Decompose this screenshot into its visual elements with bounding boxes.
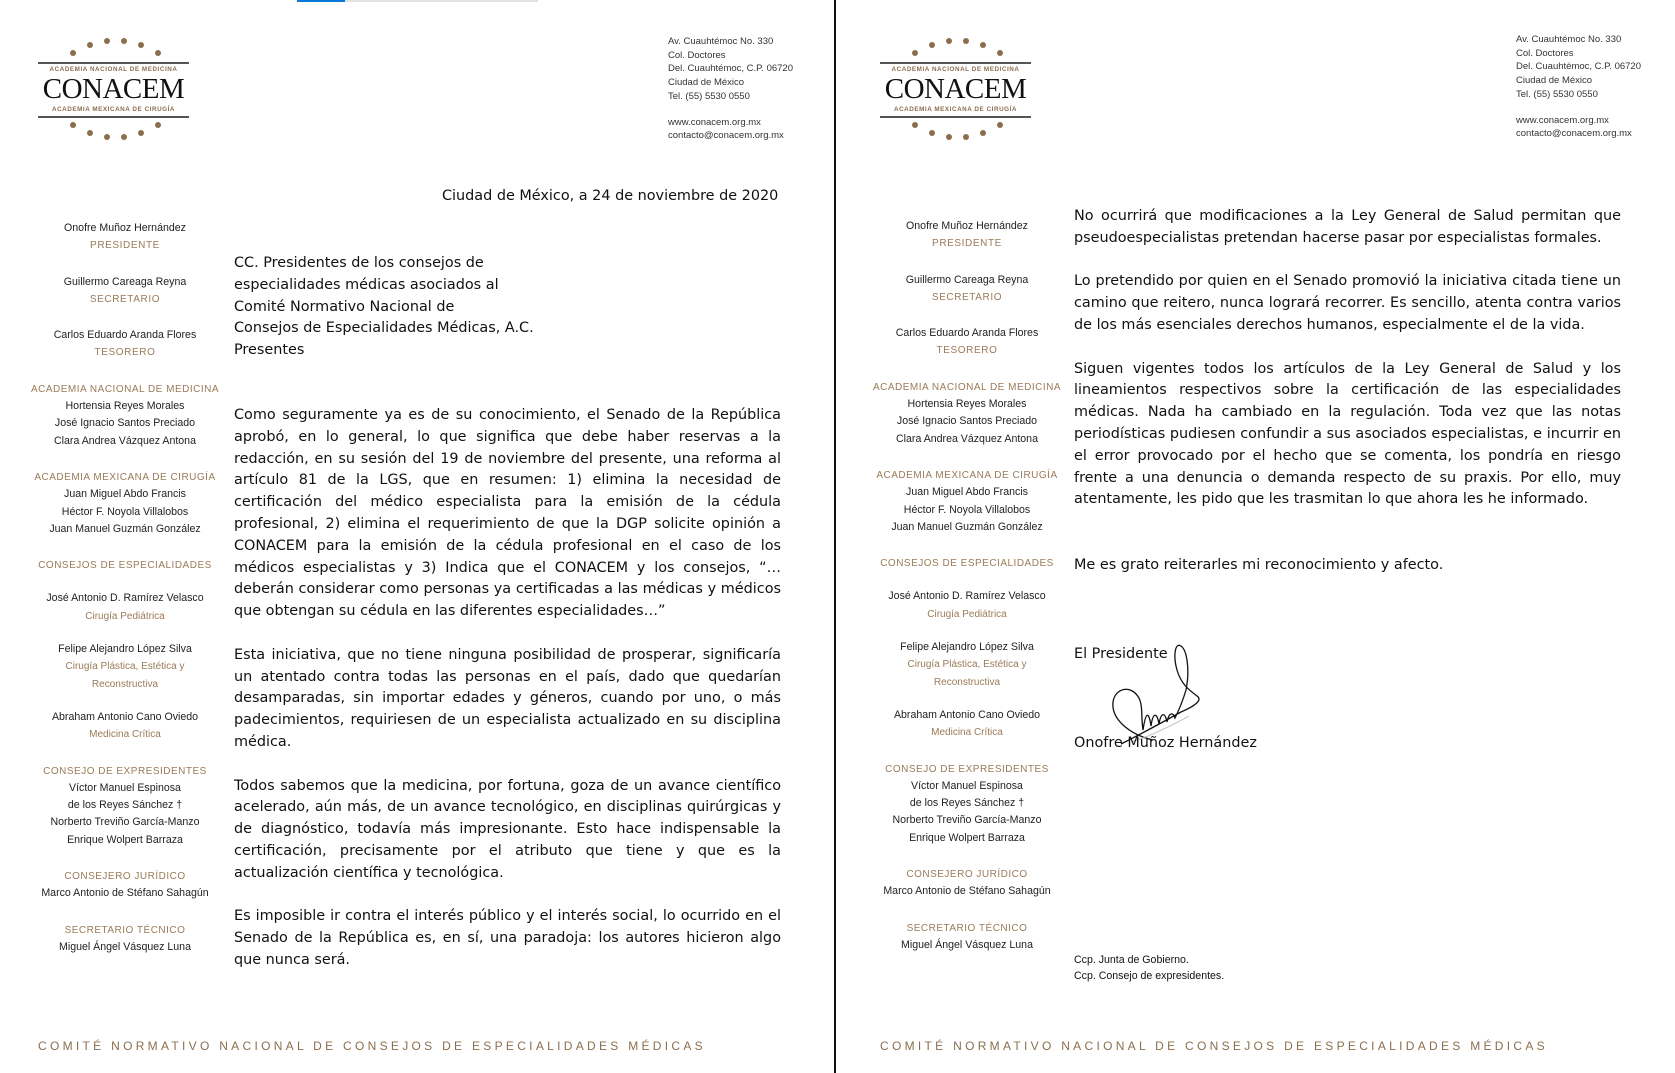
logo-bottom-line: ACADEMIA MEXICANA DE CIRUGÍA [51,106,176,113]
address-city: Ciudad de México [668,77,745,89]
logo-top-dots [38,36,192,58]
signer-title: El Presidente [1074,646,1168,662]
member-specialty: Cirugía Plástica, Estética y [907,659,1027,671]
letter-body-page-2 [1074,206,1621,533]
address-delegation: Del. Cuauhtémoc, C.P. 06720 [1516,61,1641,73]
member-name: Felipe Alejandro López Silva [900,641,1034,654]
logo-name: CONACEM [42,73,185,105]
member-name: Héctor F. Noyola Villalobos [903,503,1031,516]
address-street: Av. Cuauhtémoc No. 330 [1516,34,1622,45]
logo-bottom-dots [38,122,192,144]
group-title-consejos: CONSEJOS DE ESPECIALIDADES [38,560,212,572]
addressee-line: CC. Presidentes de los consejos de [234,255,484,271]
group-title-consejos: CONSEJOS DE ESPECIALIDADES [880,558,1054,570]
member-name: Marco Antonio de Stéfano Sahagún [883,885,1051,898]
member-name: Miguel Ángel Vásquez Luna [59,940,191,953]
board-sidebar [30,220,220,975]
email-link[interactable]: contacto@conacem.org.mx [1516,128,1632,140]
address-street: Av. Cuauhtémoc No. 330 [668,36,774,47]
logo-top-line: ACADEMIA NACIONAL DE MEDICINA [49,66,178,73]
group-title-tecnico: SECRETARIO TÉCNICO [64,924,186,936]
secretary-name: Guillermo Careaga Reyna [905,273,1029,286]
group-title-juridico: CONSEJERO JURÍDICO [906,869,1028,881]
group-title-amc: ACADEMIA MEXICANA DE CIRUGÍA [34,471,216,483]
member-specialty: Cirugía Pediátrica [927,608,1007,620]
member-name: Víctor Manuel Espinosa [911,779,1023,792]
member-name: Enrique Wolpert Barraza [909,831,1025,844]
member-specialty: Reconstructiva [91,678,159,690]
body-paragraph: Es imposible ir contra el interés público y el interés social, lo ocurrido en el Senado de la República es, en sí, una paradoja: los autores hicieron algo que nunca será. [234,908,781,968]
member-name: Abraham Antonio Cano Oviedo [893,708,1041,721]
letterhead-address [1516,33,1641,141]
member-name: Abraham Antonio Cano Oviedo [51,710,199,723]
member-name: Norberto Treviño García-Manzo [892,814,1042,827]
signer-name: Onofre Muñoz Hernández [1074,735,1257,751]
treasurer-name: Carlos Eduardo Aranda Flores [895,327,1039,340]
website-link[interactable]: www.conacem.org.mx [1516,114,1609,126]
closing-greeting: Me es grato reiterarles mi reconocimiento y afecto. [1074,557,1444,573]
member-name: Clara Andrea Vázquez Antona [54,434,196,447]
president-role: PRESIDENTE [90,240,160,252]
ccp-list [1074,952,1224,984]
address-city: Ciudad de México [1516,75,1593,87]
addressee-line: Presentes [234,342,305,359]
member-name: Miguel Ángel Vásquez Luna [901,938,1033,951]
letterhead-address [668,35,793,143]
president-name: Onofre Muñoz Hernández [906,220,1028,232]
member-name: Marco Antonio de Stéfano Sahagún [41,887,209,900]
logo-top-line: ACADEMIA NACIONAL DE MEDICINA [891,66,1020,73]
member-name: de los Reyes Sánchez † [909,797,1025,810]
group-title-juridico: CONSEJERO JURÍDICO [64,871,186,883]
letterhead-footer: COMITÉ NORMATIVO NACIONAL DE CONSEJOS DE ESPECIALIDADES MÉDICAS [38,1039,706,1053]
secretary-role: SECRETARIO [89,293,161,305]
address-phone: Tel. (55) 5530 0550 [1516,88,1598,100]
member-name: Juan Miguel Abdo Francis [64,488,186,501]
member-specialty: Cirugía Plástica, Estética y [65,661,185,673]
member-name: José Antonio D. Ramírez Velasco [46,592,204,605]
member-name: Norberto Treviño García-Manzo [50,816,200,829]
body-paragraph: Todos sabemos que la medicina, por fortuna, goza de un avance científico acelerado, aún más, de un avance tecnológico, en disciplinas quirúrgicas y de diagnóstico, todavía más impresionante. Esto hace indispensable la certificación, precisamente por el atributo que tiene y que es la actualización científica y tecnológica. [234,777,781,881]
logo-bottom-dots [880,122,1034,144]
board-sidebar [872,218,1062,973]
member-specialty: Medicina Crítica [89,729,161,741]
logo-name: CONACEM [884,73,1027,105]
treasurer-role: TESORERO [94,347,156,359]
group-title-tecnico: SECRETARIO TÉCNICO [906,922,1028,934]
address-colony: Col. Doctores [1516,47,1574,59]
member-name: Felipe Alejandro López Silva [58,643,192,656]
logo-bottom-line: ACADEMIA MEXICANA DE CIRUGÍA [893,106,1018,113]
addressee-line: Comité Normativo Nacional de [234,298,455,315]
member-name: Víctor Manuel Espinosa [69,781,181,794]
letterhead-footer: COMITÉ NORMATIVO NACIONAL DE CONSEJOS DE ESPECIALIDADES MÉDICAS [880,1039,1548,1053]
document-page-2 [836,0,1675,1073]
document-page-1 [0,0,834,1073]
website-link[interactable]: www.conacem.org.mx [668,116,761,128]
treasurer-role: TESORERO [936,345,998,357]
treasurer-name: Carlos Eduardo Aranda Flores [53,329,197,342]
member-name: Clara Andrea Vázquez Antona [896,432,1038,445]
member-name: José Antonio D. Ramírez Velasco [888,590,1046,603]
member-name: Héctor F. Noyola Villalobos [61,505,189,518]
member-specialty: Reconstructiva [933,676,1001,688]
member-name: Juan Manuel Guzmán González [891,520,1043,533]
address-delegation: Del. Cuauhtémoc, C.P. 06720 [668,63,793,75]
body-paragraph: Siguen vigentes todos los artículos de la Ley General de Salud y los lineamientos respectivos sobre la certificación de las especialidades médicas. Nada ha cambiado en la regulación. Toda vez que las notas periodísticas pudiesen confundir a sus asociados especialistas, e incurrir en el error provocado por el hecho que se comenta, los pondría en riesgo frente a una denuncia o demanda respecto de su praxis. Por ello, muy atentamente, les pido que les trasmitan lo que ahora les he informado. [1074,360,1621,508]
addressee-line: Consejos de Especialidades Médicas, A.C. [234,320,534,337]
conacem-logo [38,36,192,146]
group-title-amc: ACADEMIA MEXICANA DE CIRUGÍA [876,469,1058,481]
secretary-role: SECRETARIO [931,291,1003,303]
letter-body-page-1 [234,405,781,994]
member-specialty: Medicina Crítica [931,727,1003,739]
body-paragraph: Lo pretendido por quien en el Senado promovió la iniciativa citada tiene un camino que reitero, nunca logrará recorrer. Es sencillo, atenta contra varios de los más esenciales derechos humanos, especialmente el de la vida. [1074,273,1621,333]
letter-addressee [234,253,534,362]
body-paragraph: No ocurrirá que modificaciones a la Ley General de Salud permitan que pseudoespecialistas pretendan hacerse pasar por especialistas formales. [1074,208,1621,246]
member-name: Enrique Wolpert Barraza [67,833,183,846]
secretary-name: Guillermo Careaga Reyna [63,275,187,288]
ccp-item: Ccp. Consejo de expresidentes. [1074,970,1225,982]
body-paragraph: Esta iniciativa, que no tiene ninguna posibilidad de prosperar, significaría un atentado contra todas las personas en el país, dado que quedarían desamparadas, sin importar edades y géneros, cuando por uno, o más padecimientos, requiriesen de un especialista actualizado en su disciplina médica. [234,646,781,750]
member-name: Juan Miguel Abdo Francis [906,486,1028,499]
member-name: José Ignacio Santos Preciado [896,415,1038,428]
member-name: José Ignacio Santos Preciado [54,417,196,430]
president-role: PRESIDENTE [932,238,1002,250]
member-name: Juan Manuel Guzmán González [49,522,201,535]
group-title-expresidentes: CONSEJO DE EXPRESIDENTES [43,765,207,777]
addressee-line: especialidades médicas asociados al [234,276,499,293]
letter-date: Ciudad de México, a 24 de noviembre de 2020 [442,188,779,204]
member-name: Hortensia Reyes Morales [907,398,1027,411]
member-name: Hortensia Reyes Morales [65,400,185,413]
member-name: de los Reyes Sánchez † [67,799,183,812]
ccp-item: Ccp. Junta de Gobierno. [1074,954,1189,966]
group-title-anm: ACADEMIA NACIONAL DE MEDICINA [872,381,1062,393]
group-title-anm: ACADEMIA NACIONAL DE MEDICINA [30,383,220,395]
body-paragraph: Como seguramente ya es de su conocimiento, el Senado de la República aprobó, en lo general, lo que significa que debe haber reservas a la redacción, en su sesión del 19 de noviembre del presente, una reforma al artículo 81 de la LGS, que en resumen: 1) elimina la necesidad de certificación del médico especialista para la emisión de la cédula profesional, 2) elimina el requerimiento de que la DGP solicite opinión a CONACEM para la emisión de la cédula profesional en el caso de los médicos especialistas y 3) Indica que el CONACEM y los consejos, “…deberán considerar como personas ya certificadas a las médicas y médicos que obtengan su cédula en las diferentes especialidades…” [234,407,781,620]
conacem-logo [880,36,1034,146]
address-phone: Tel. (55) 5530 0550 [668,90,750,102]
address-colony: Col. Doctores [668,49,726,61]
email-link[interactable]: contacto@conacem.org.mx [668,130,784,142]
group-title-expresidentes: CONSEJO DE EXPRESIDENTES [885,763,1049,775]
logo-top-dots [880,36,1034,58]
member-specialty: Cirugía Pediátrica [85,610,165,622]
president-name: Onofre Muñoz Hernández [64,222,186,234]
